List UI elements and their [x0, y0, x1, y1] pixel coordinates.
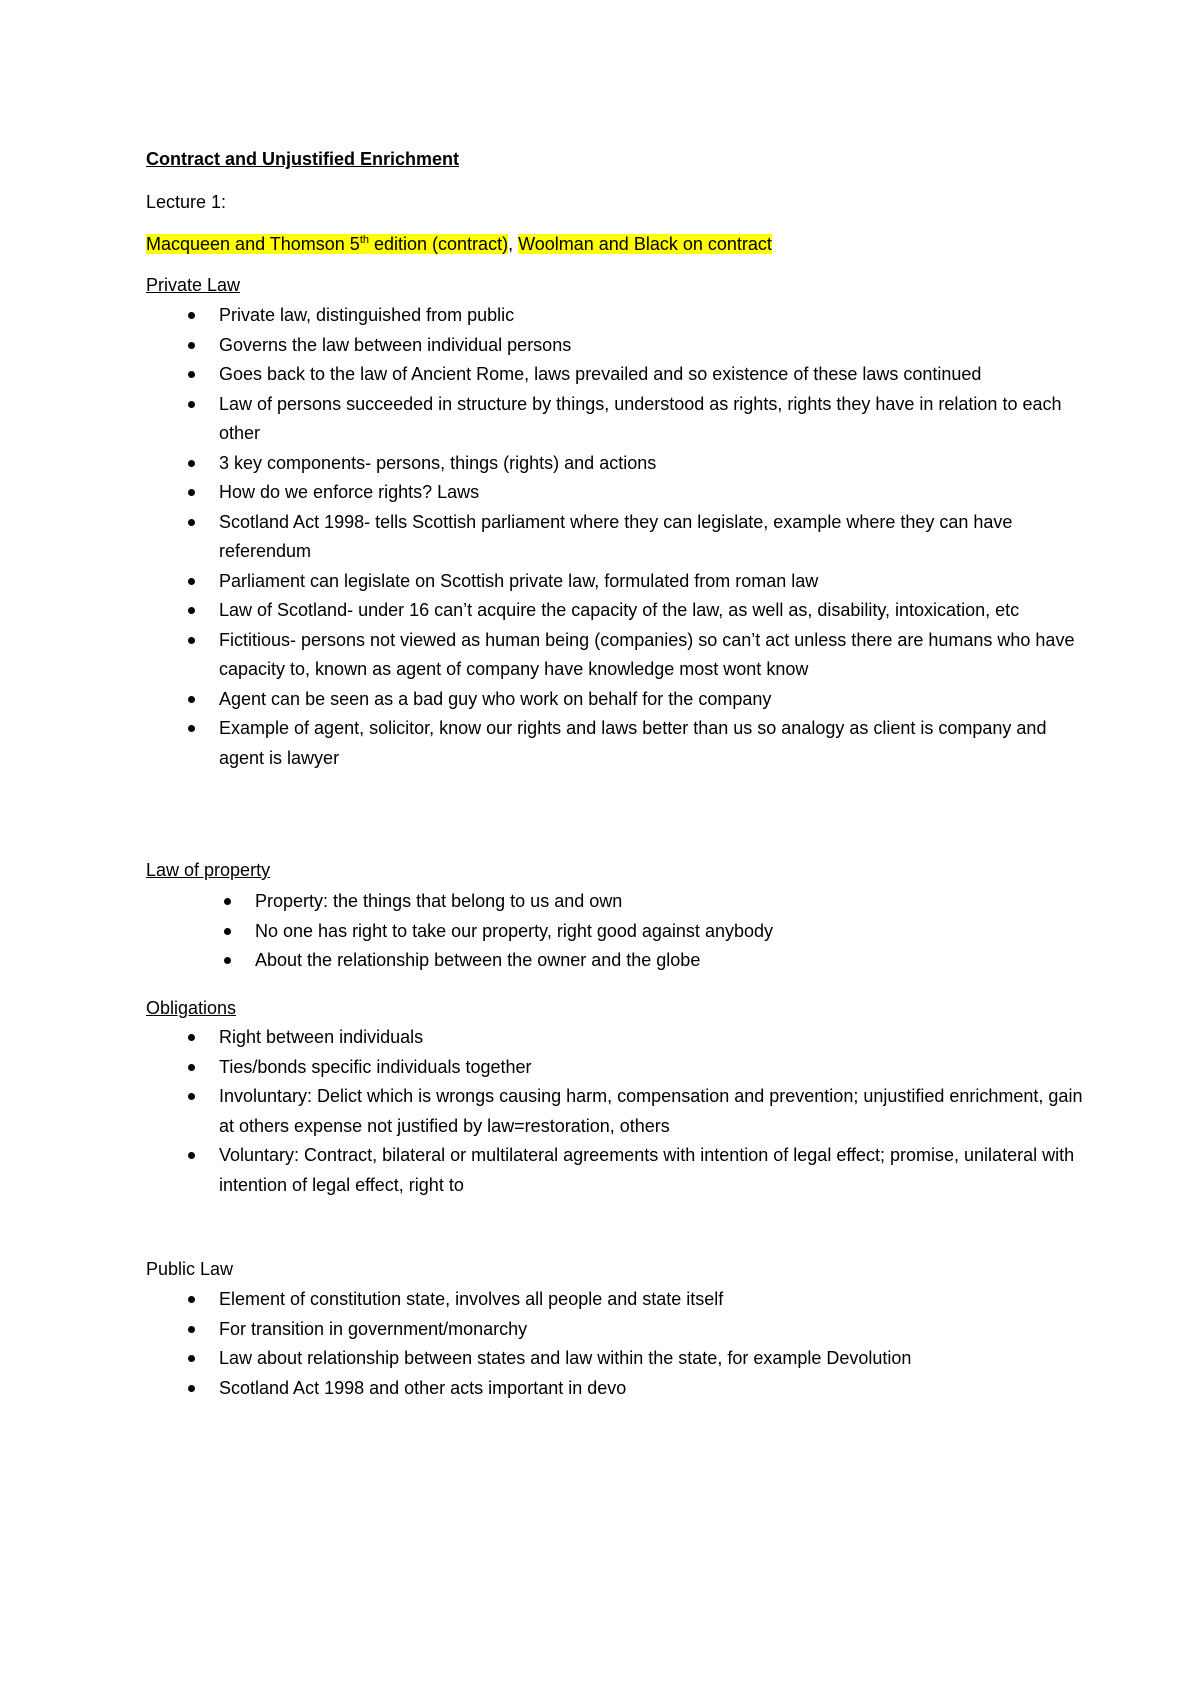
list-public-law [146, 1285, 1086, 1403]
list-item: Law of Scotland- under 16 can’t acquire the capacity of the law, as well as, disability, intoxication, etc [146, 596, 1086, 626]
list-item: Private law, distinguished from public [146, 301, 1086, 331]
list-private-law [146, 301, 1086, 773]
list-item: How do we enforce rights? Laws [146, 478, 1086, 508]
list-obligations [146, 1023, 1086, 1200]
lecture-label: Lecture 1: [146, 192, 227, 212]
list-item: Element of constitution state, involves all people and state itself [146, 1285, 1086, 1315]
list-item: About the relationship between the owner and the globe [146, 946, 1086, 976]
list-item: Fictitious- persons not viewed as human being (companies) so can’t act unless there are humans who have capacity to, known as agent of company have knowledge most wont know [146, 626, 1086, 685]
document-title: Contract and Unjustified Enrichment [146, 149, 460, 169]
list-item: Scotland Act 1998- tells Scottish parliament where they can legislate, example where they can have referendum [146, 508, 1086, 567]
reading-references: Macqueen and Thomson 5th edition (contract), Woolman and Black on contract [146, 234, 772, 254]
list-item: Ties/bonds specific individuals together [146, 1053, 1086, 1083]
list-item: 3 key components- persons, things (rights) and actions [146, 449, 1086, 479]
heading-law-of-property: Law of property [146, 860, 271, 880]
heading-private-law: Private Law [146, 275, 241, 295]
list-item: Scotland Act 1998 and other acts important in devo [146, 1374, 1086, 1404]
list-item: Governs the law between individual persons [146, 331, 1086, 361]
list-item: Right between individuals [146, 1023, 1086, 1053]
heading-public-law: Public Law [146, 1259, 234, 1279]
list-item: Property: the things that belong to us and own [146, 887, 1086, 917]
list-item: Parliament can legislate on Scottish private law, formulated from roman law [146, 567, 1086, 597]
list-item: For transition in government/monarchy [146, 1315, 1086, 1345]
list-item: Goes back to the law of Ancient Rome, laws prevailed and so existence of these laws continued [146, 360, 1086, 390]
reference-woolman-black: Woolman and Black on contract [518, 234, 772, 254]
list-item: Law of persons succeeded in structure by things, understood as rights, rights they have in relation to each other [146, 390, 1086, 449]
list-item: Voluntary: Contract, bilateral or multilateral agreements with intention of legal effect; promise, unilateral with intention of legal effect, right to [146, 1141, 1086, 1200]
list-law-of-property [146, 887, 1086, 976]
reference-macqueen-thomson: Macqueen and Thomson 5th edition (contract) [146, 234, 509, 254]
list-item: Involuntary: Delict which is wrongs causing harm, compensation and prevention; unjustified enrichment, gain at others expense not justified by law=restoration, others [146, 1082, 1086, 1141]
list-item: Law about relationship between states and law within the state, for example Devolution [146, 1344, 1086, 1374]
list-item: Example of agent, solicitor, know our rights and laws better than us so analogy as client is company and agent is lawyer [146, 714, 1086, 773]
heading-obligations: Obligations [146, 998, 237, 1018]
list-item: Agent can be seen as a bad guy who work on behalf for the company [146, 685, 1086, 715]
list-item: No one has right to take our property, right good against anybody [146, 917, 1086, 947]
